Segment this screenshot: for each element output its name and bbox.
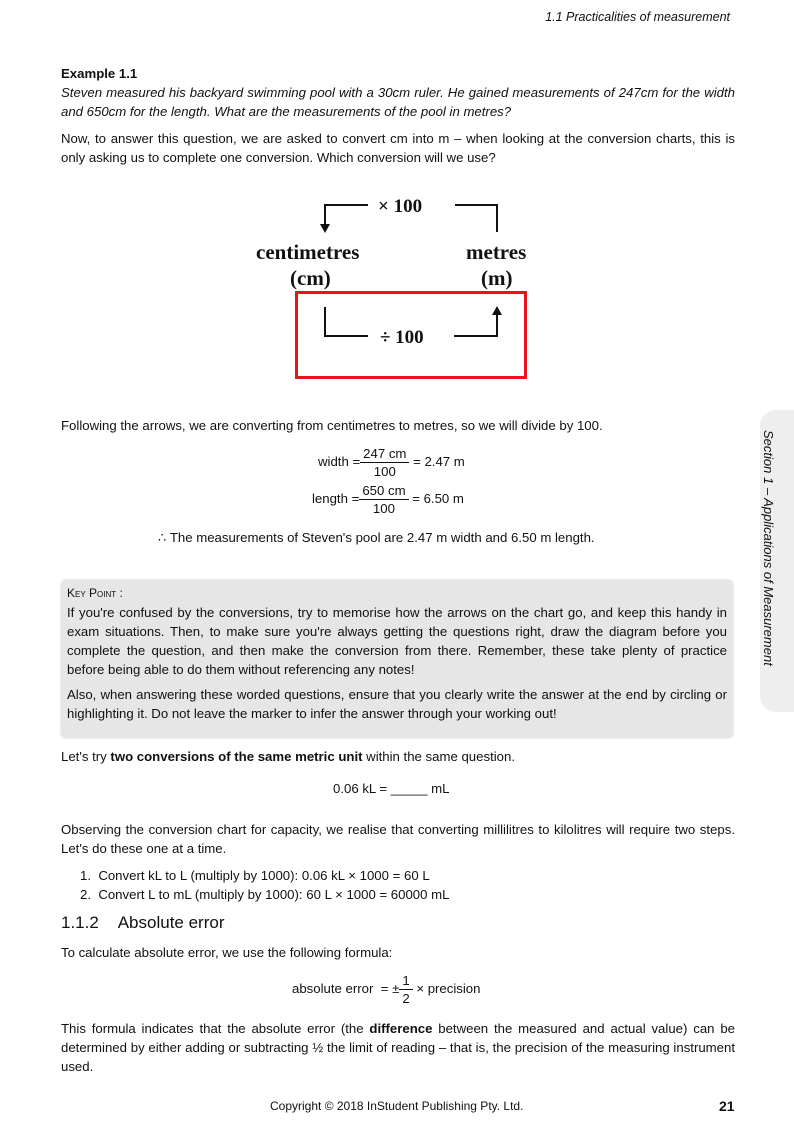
two-conversions-paragraph: Let's try two conversions of the same metric unit within the same question. <box>61 749 515 764</box>
numerator: 247 cm <box>360 445 409 463</box>
abs-text: This formula indicates that the absolute error (the difference between the measured and actual value) can be determined by either adding or subtracting ½ the limit of reading – that is, the precision of the measuring instrument used. <box>61 1021 735 1074</box>
calc-result: = 6.50 m <box>412 490 464 506</box>
key-point-p2: Also, when answering these worded questions, ensure that you clearly write the answer at the end by circling or highlighting it. Do not leave the marker to infer the answer through your working out! <box>67 687 727 721</box>
copyright: Copyright © 2018 InStudent Publishing Pty. Ltd. <box>270 1099 524 1113</box>
key-point-title: Key Point : <box>67 586 123 600</box>
example-title: Example 1.1 <box>61 66 138 81</box>
calc-result: = 2.47 m <box>413 453 465 469</box>
key-point-p1: If you're confused by the conversions, try to memorise how the arrows on the chart go, and keep this handy in exam situations. Then, to make sure you're always getting the questions right, draw the diagram before you complete the question, and then make the conversion from there. Remember, these take plenty of practice before being able to do them without referencing any notes! <box>67 605 727 677</box>
example-question: Steven measured his backyard swimming pool with a 30cm ruler. He gained measurements of 247cm for the width and 650cm for the length. What are the measurements of the pool in metres? <box>61 85 735 119</box>
abs-intro: To calculate absolute error, we use the following formula: <box>61 945 393 960</box>
intro-paragraph: Now, to answer this question, we are asked to convert cm into m – when looking at the conversion charts, this is only asking us to complete one conversion. Which conversion will we use? <box>61 131 735 165</box>
centimetres-label: centimetres <box>256 240 360 264</box>
metres-label: metres <box>466 240 527 264</box>
calc-label: length <box>312 490 348 506</box>
side-tab-label: Section 1 – Applications of Measurement <box>761 430 776 666</box>
abs-formula: absolute error = ± $\frac{1}{2}$ × precision <box>292 973 481 1006</box>
therefore-statement: ∴ The measurements of Steven's pool are 2.47 m width and 6.50 m length. <box>158 530 595 545</box>
multiply-label: × 100 <box>378 196 423 217</box>
following-paragraph: Following the arrows, we are converting from centimetres to metres, so we will divide by 100. <box>61 418 603 433</box>
arrow-up-icon <box>492 306 502 315</box>
denominator: 100 <box>372 501 395 516</box>
m-label: (m) <box>481 266 513 290</box>
cm-label: (cm) <box>290 266 331 290</box>
page-number: 21 <box>719 1098 735 1114</box>
list-item: 2. Convert L to mL (multiply by 1000): 60 L × 1000 = 60000 mL <box>80 887 450 902</box>
steps-list <box>80 866 449 904</box>
calc-length: length = $\frac{650 cm}{100}$ = 6.50 m <box>312 483 464 516</box>
running-header: 1.1 Practicalities of measurement <box>545 10 730 24</box>
denominator: 100 <box>373 464 396 479</box>
equation: 0.06 kL = _____ mL <box>333 781 450 796</box>
section-heading: 1.1.2 Absolute error <box>61 913 225 932</box>
calc-label: width <box>318 453 349 469</box>
key-point-box <box>61 580 733 738</box>
divide-label: ÷ 100 <box>380 327 424 348</box>
observing-paragraph: Observing the conversion chart for capacity, we realise that converting millilitres to kilolitres will require two steps. Let's do these one at a time. <box>61 822 735 856</box>
list-item: 1. Convert kL to L (multiply by 1000): 0.06 kL × 1000 = 60 L <box>80 868 430 883</box>
arrow-down-icon <box>320 224 330 233</box>
calc-width: width = $\frac{247 cm}{100}$ = 2.47 m <box>318 446 465 479</box>
numerator: 650 cm <box>359 482 408 500</box>
